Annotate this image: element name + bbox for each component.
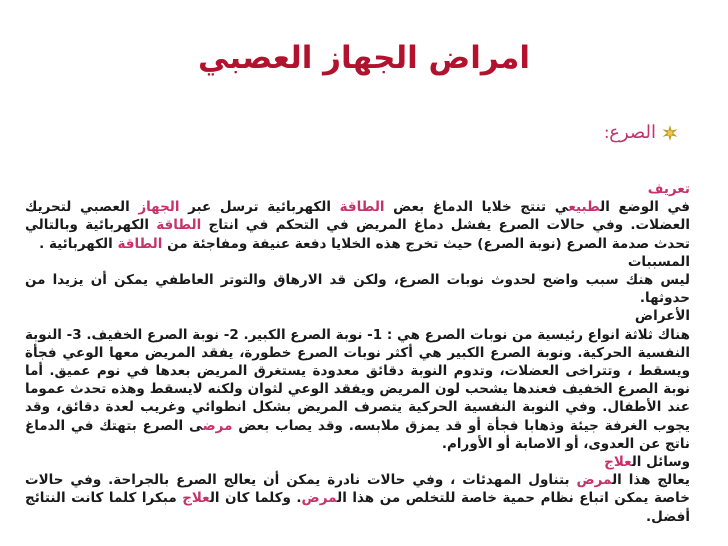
symptoms-text-2: ى الصرع بتهتك في الدماغ ناتج عن العدوى، أو الاصابة أو الأورام. [25,417,690,452]
causes-paragraph: ليس هنك سبب واضح لحدوث نوبات الصرع، ولكن قد الارهاق والتوتر العاطفي يمكن أن يزيدا من حدوثها. [25,272,690,307]
definition-highlight-3: الجهاز [138,199,180,216]
treatment-highlight-2: مرض [301,490,338,507]
definition-text-1: في الوضع ال [600,199,690,216]
bullet-label: الصرع: [604,122,656,142]
definition-text-4: العصبي لتحريك العضلات. وفي حالات الصرع يفشل دماغ المريض في التحكم في انتاج [25,199,690,234]
definition-highlight-1: طبيع [568,199,601,216]
definition-heading: تعريف [647,181,690,197]
symptoms-highlight: مرض [202,417,233,434]
definition-paragraph [25,198,690,253]
treatment-heading-highlight: علاج [604,454,632,471]
body-text [25,180,690,526]
treatment-heading-text: وسائل ال [631,454,690,471]
symptoms-heading: الأعراض [634,308,690,325]
treatment-heading [25,453,690,471]
slide-title: امراض الجهاز العصبي [198,40,530,76]
treatment-text-3: . وكلما كان ال [209,490,302,507]
definition-highlight-2: الطاقة [339,199,385,216]
treatment-highlight-1: مرض [576,472,613,489]
definition-highlight-5: الطاقة [117,235,163,252]
symptoms-text-1: هناك ثلاثة انواع رئيسية من نوبات الصرع هي : 1- نوبة الصرع الكبير. 2- نوبة الصرع الخفيف. 3- النوبة النفسية الحركية. ونوبة الصرع الكبير هي أكثر نوبات الصرع خطورة، يفقد المريض معها الوعي فجأة ويسقط ، وتتراخى العضلات، وتدوم النوبة دقائق معدودة يستغرق المريض بعدها في نوم عميق. أما نوبة الصرع الخفيف فعندها يشحب لون المريض ويفقد الوعي لثوان ولكنه لايسقط وهذه تحدث عموما عند الأطفال. وفي النوبة النفسية الحركية يتصرف المريض بشكل انطوائي وغريب لعدة دقائق، وقد يجوب الغرفة جيئة وذهابا فجأة أو قد يمزق ملابسه. وقد يصاب بعض [25,326,691,434]
definition-text-6: الكهربائية . [39,235,118,252]
treatment-text-4: مبكرا كلما كانت النتائج أفضل. [25,490,690,525]
definition-text-5: الكهربائية وبالتالي تحدث صدمة الصرع (نوبة الصرع) حيث تخرج هذه الخلايا دفعة عنيفة ومفاجئة من [25,217,690,252]
definition-text-2: ي تنتج خلايا الدماغ بعض [384,199,569,216]
definition-highlight-4: الطاقة [156,217,202,234]
definition-text-3: الكهربائية ترسل عبر [179,199,340,216]
treatment-text-2: بتناول المهدئات ، وفي حالات نادرة يمكن أن يعالج الصرع بالجراحة. وفي حالات خاصة يمكن اتباع نظام حمية خاصة للتخلص من هذا ال [25,472,690,507]
bullet-row [604,122,678,143]
star-icon [662,125,678,141]
treatment-highlight-3: علاج [182,490,210,507]
symptoms-paragraph [25,326,690,453]
treatment-text-1: يعالج هذا ال [612,472,690,489]
treatment-paragraph [25,471,690,526]
causes-heading: المسببات [627,253,690,270]
